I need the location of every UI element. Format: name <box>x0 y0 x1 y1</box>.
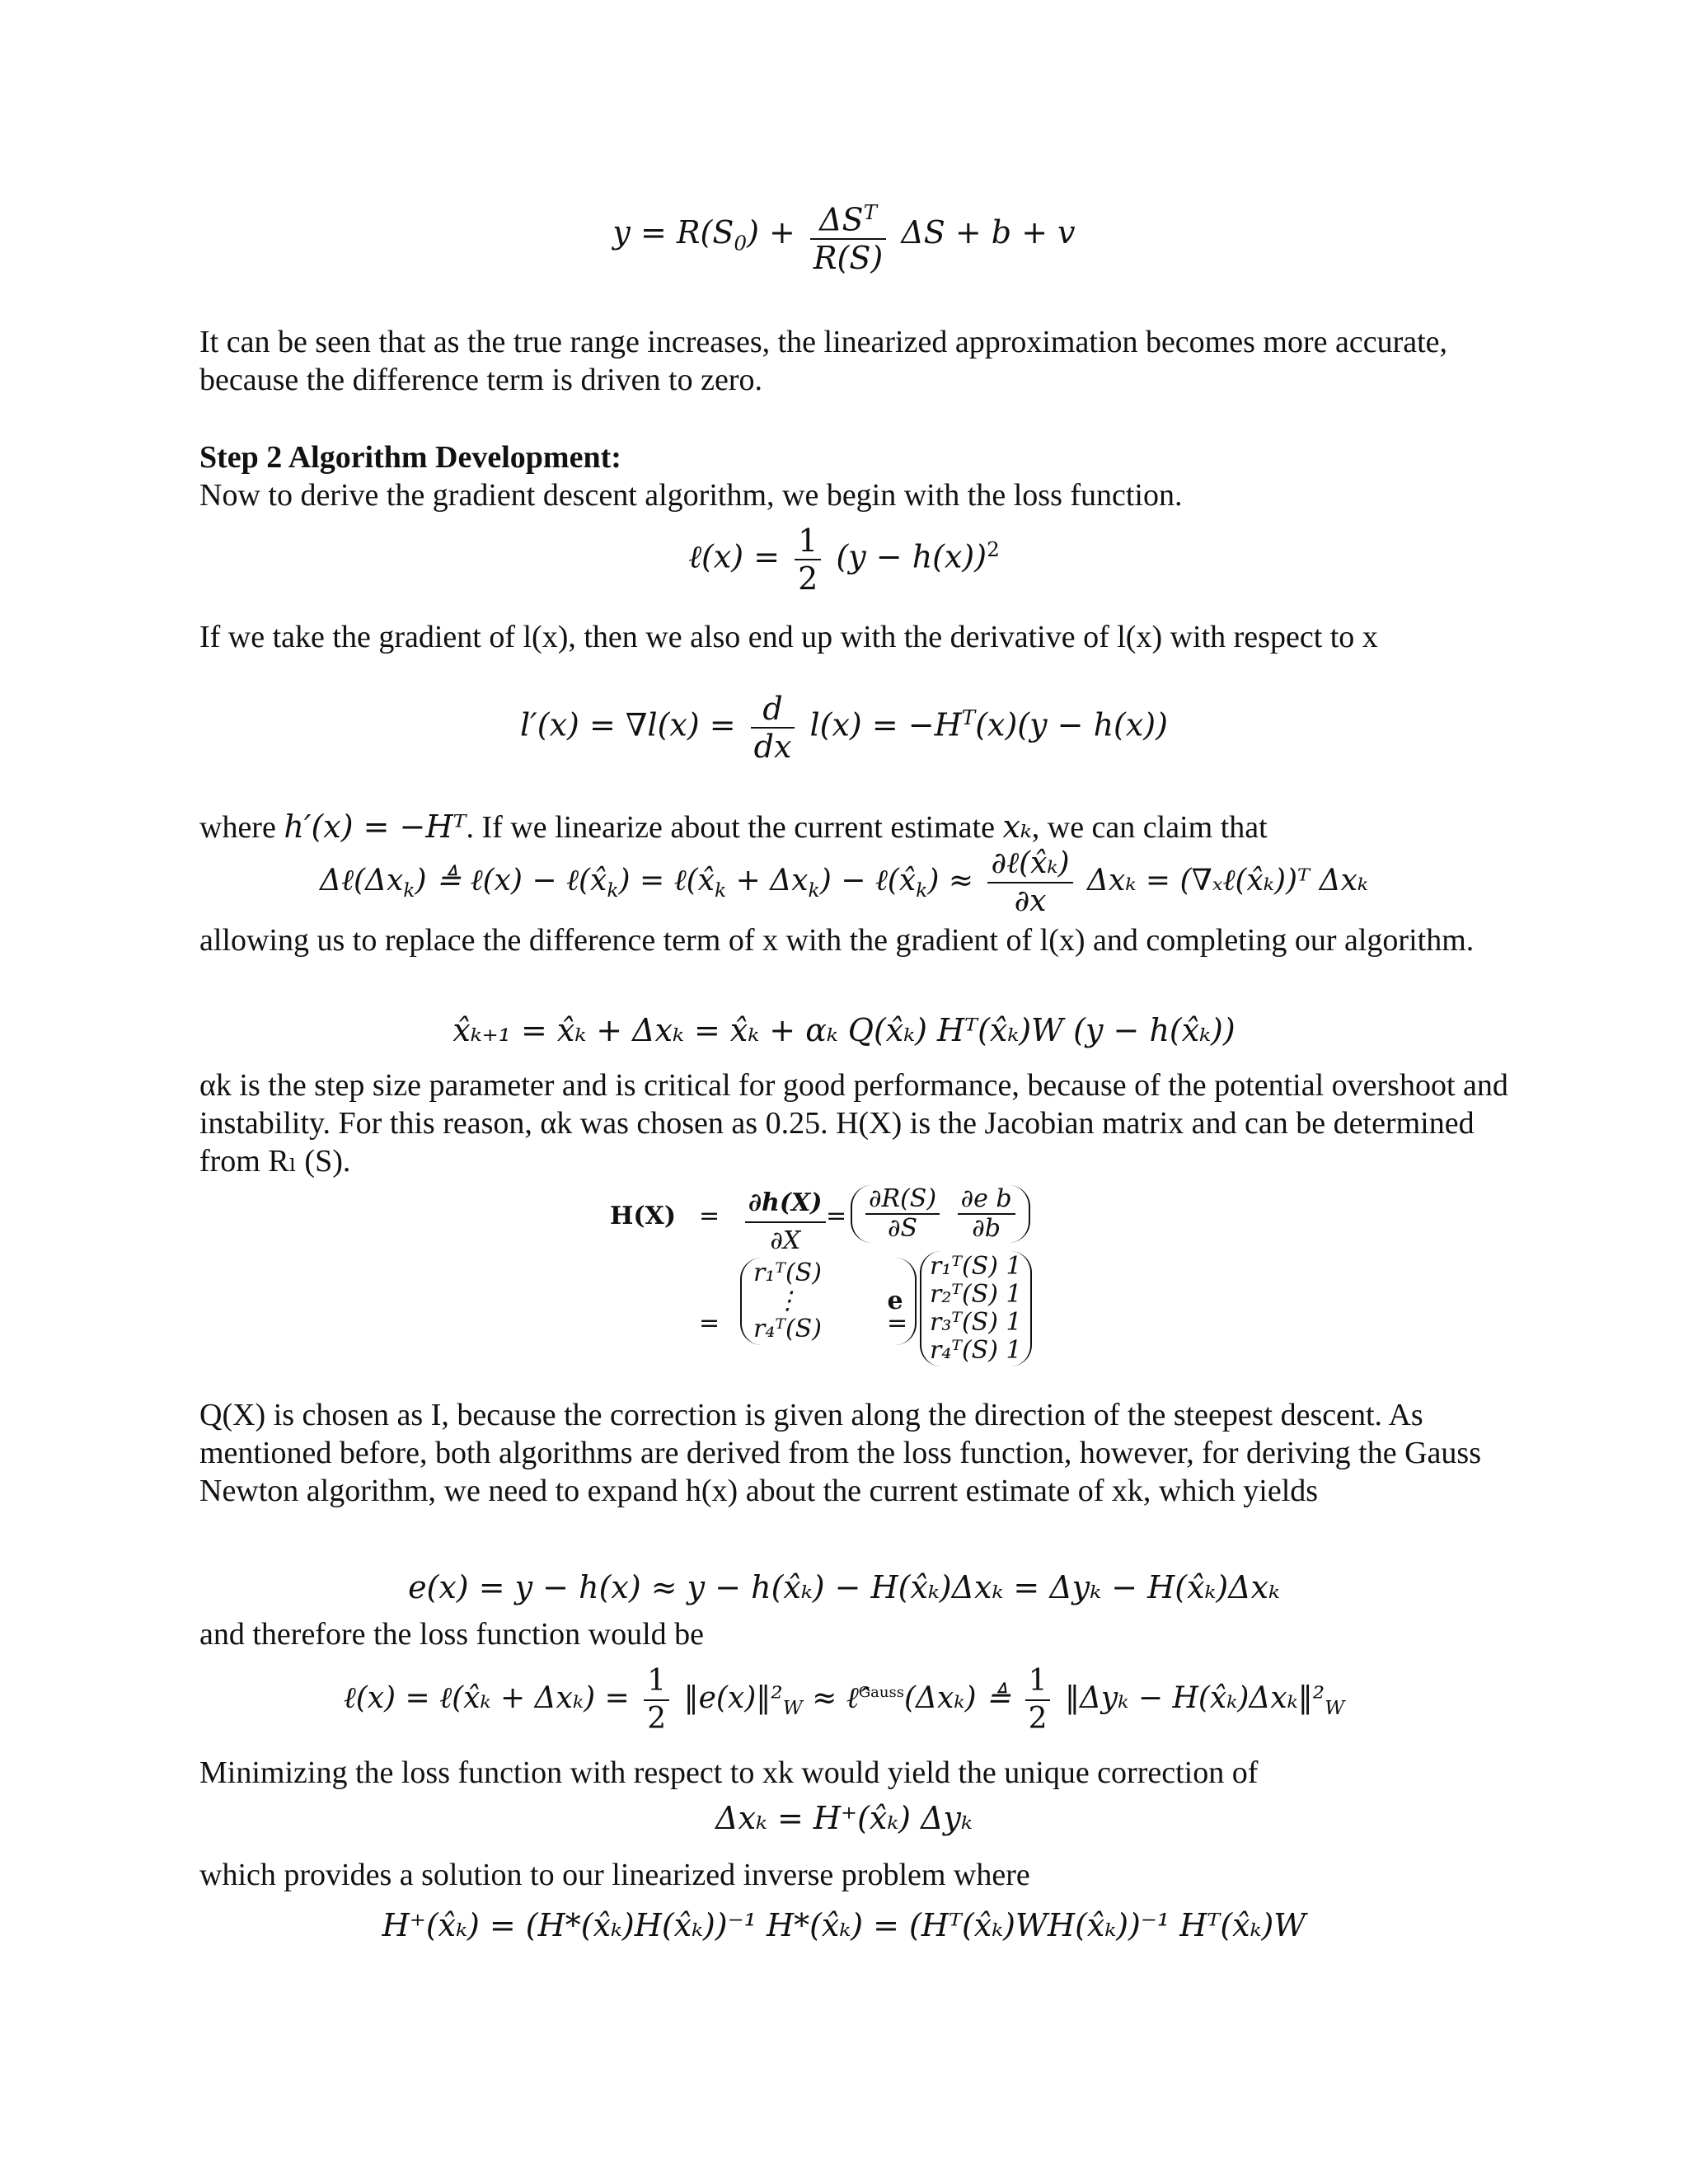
matrix-db-den: ∂b <box>972 1214 1001 1243</box>
eq4-rhs: Δxₖ = (∇ₓℓ(x̂ₖ))ᵀ Δxₖ <box>1087 864 1369 898</box>
eq1-fraction <box>810 194 886 276</box>
eq7-mid2: ≈ ℓ̂ <box>802 1681 859 1715</box>
equation-update-rule: x̂ₖ₊₁ = x̂ₖ + Δxₖ = x̂ₖ + αₖ Q(x̂ₖ) Hᵀ(x̂ₖ)W (y − h(x̂ₖ)) <box>452 1012 1236 1048</box>
eq1-num: ΔS <box>819 201 864 238</box>
equation-pseudoinverse: H⁺(x̂ₖ) = (H*(x̂ₖ)H(x̂ₖ))⁻¹ H*(x̂ₖ) = (Hᵀ(x̂ₖ)WH(x̂ₖ))⁻¹ Hᵀ(x̂ₖ)W <box>382 1907 1306 1943</box>
eq4-fraction <box>987 846 1072 920</box>
matrix-lhs: H(X) <box>610 1202 677 1230</box>
eq3-rhs-sup: T <box>961 705 976 729</box>
eq7-gauss: Gauss <box>858 1684 904 1701</box>
matrix-row-4: r₄ᵀ(S) 1 <box>930 1336 1022 1365</box>
eq1-mid: ) + <box>747 213 795 251</box>
eq4-mid4: ) − ℓ(x̂ <box>819 864 917 898</box>
eq7-fraction-2 <box>1025 1663 1051 1737</box>
eq4-sub: k <box>403 879 415 902</box>
eq7-mid-sub: W <box>782 1696 803 1720</box>
eq7-num2: 1 <box>1025 1663 1051 1701</box>
matrix-col-r4: r₄ᵀ(S) <box>753 1315 822 1343</box>
matrix-dh-dx <box>740 1185 831 1259</box>
matrix-row-1: r₁ᵀ(S) 1 <box>930 1252 1022 1281</box>
matrix-eq-1: = <box>699 1202 720 1230</box>
p4-math: h′(x) = −Hᵀ <box>284 808 467 845</box>
matrix-db-num: ∂e b <box>958 1185 1015 1215</box>
eq4-num: ∂ℓ(x̂ₖ) <box>987 846 1072 883</box>
eq4-mid: ) ≜ ℓ(x) − ℓ(x̂ <box>415 864 607 898</box>
p4-part-b: . If we linearize about the current estimate <box>466 810 1003 845</box>
matrix-e-label: e <box>887 1286 903 1315</box>
eq3-fraction <box>751 691 795 765</box>
eq3-den: dx <box>753 729 792 765</box>
matrix-row-2: r₂ᵀ(S) 1 <box>930 1280 1022 1309</box>
eq7-mid: ‖e(x)‖² <box>683 1681 783 1715</box>
eq7-rhs-sub: W <box>1325 1696 1345 1720</box>
eq3-rhs2: (x)(y − h(x)) <box>975 706 1168 743</box>
eq2-rhs-sup: 2 <box>987 537 1000 561</box>
eq7-lhs: ℓ(x) = ℓ(x̂ₖ + Δxₖ) = <box>343 1681 630 1715</box>
matrix-row-3: r₃ᵀ(S) 1 <box>930 1308 1022 1337</box>
matrix-dh-den: ∂X <box>770 1226 801 1255</box>
matrix-result <box>920 1251 1032 1366</box>
eq2-den: 2 <box>798 560 818 597</box>
paragraph-1: It can be seen that as the true range increases, the linearized approximation becomes more accurate, because the difference term is driven to zero. <box>199 325 1448 397</box>
paragraph-7: Q(X) is chosen as I, because the correction is given along the direction of the steepest descent. As mentioned before, both algorithms are derived from the loss function, however, for deriving the Gauss Newton algorithm, we need to expand h(x) about the current estimate of xk, which yields <box>199 1398 1481 1508</box>
matrix-dr-num: ∂R(S) <box>865 1185 940 1215</box>
equation-error-expansion: e(x) = y − h(x) ≈ y − h(x̂ₖ) − H(x̂ₖ)Δxₖ = Δyₖ − H(x̂ₖ)Δxₖ <box>408 1569 1280 1605</box>
p4-part-c: , we can claim that <box>1031 810 1268 845</box>
matrix-col-r1: r₁ᵀ(S) <box>753 1258 822 1287</box>
eq7-mid3: (Δxₖ) ≜ <box>903 1681 1011 1715</box>
eq2-fraction <box>795 523 821 597</box>
matrix-partials-row <box>851 1185 1030 1243</box>
paragraph-3: If we take the gradient of l(x), then we also end up with the derivative of l(x) with respect to x <box>199 620 1378 654</box>
eq3-lhs: l′(x) = ∇l(x) = <box>520 706 736 743</box>
paragraph-10: which provides a solution to our linearized inverse problem where <box>199 1858 1030 1892</box>
paragraph-5: allowing us to replace the difference term of x with the gradient of l(x) and completing our algorithm. <box>199 923 1475 958</box>
matrix-eq-3: = <box>699 1309 720 1338</box>
eq7-fraction-1 <box>644 1663 669 1737</box>
eq4-mid5: ) ≈ <box>927 864 973 898</box>
eq3-rhs: l(x) = −H <box>809 706 962 743</box>
eq2-lhs: ℓ(x) = <box>688 538 781 575</box>
eq2-num: 1 <box>795 523 821 560</box>
equation-loss-function <box>0 523 1688 597</box>
eq7-den: 2 <box>647 1702 667 1736</box>
equation-correction: Δxₖ = H⁺(x̂ₖ) Δyₖ <box>715 1800 973 1836</box>
paragraph-8: and therefore the loss function would be <box>199 1617 705 1652</box>
matrix-dr-den: ∂S <box>887 1214 918 1243</box>
eq2-rhs: (y − h(x)) <box>836 538 987 575</box>
p4-math-2: xₖ <box>1002 808 1032 845</box>
eq1-rhs: ΔS + b + v <box>901 213 1076 251</box>
paragraph-4 <box>199 808 1518 846</box>
section-heading: Step 2 Algorithm Development: <box>199 440 621 475</box>
eq3-num: d <box>751 691 795 729</box>
eq1-lhs: y = R(S <box>612 213 734 251</box>
eq1-num-sup: T <box>863 200 878 224</box>
eq1-sub: 0 <box>734 231 748 255</box>
p4-part-a: where <box>199 810 284 845</box>
eq1-den: R(S) <box>813 239 884 276</box>
matrix-eq-2: = <box>826 1202 847 1230</box>
eq7-num: 1 <box>644 1663 669 1701</box>
equation-gradient <box>0 691 1688 765</box>
equation-linearized-range <box>0 194 1688 276</box>
equation-linearization: $\Delta\ell(\Delta x_k)$ ≜ ℓ(x) − $\ell(x̂_k)$ = $\ell(x̂_k + \Delta x_k)$ − $\ell(x̂_k)$ ≈ $\frac{\text{∂ℓ(x̂ₖ)}}{\partial x}$ Δxₖ = (∇ₓℓ(x̂ₖ))ᵀ Δxₖ <box>319 846 1369 918</box>
paragraph-2: Now to derive the gradient descent algorithm, we begin with the loss function. <box>199 478 1183 513</box>
eq4-mid3: + Δx <box>726 864 809 898</box>
paragraph-6: αk is the step size parameter and is critical for good performance, because of the potential overshoot and instability. For this reason, αk was chosen as 0.25. H(X) is the Jacobian matrix and can be determined from Rₗ (S). <box>199 1068 1508 1179</box>
equation-gauss-loss <box>0 1663 1688 1737</box>
eq4-lhs: Δℓ(Δx <box>319 864 404 898</box>
paragraph-9: Minimizing the loss function with respect to xk would yield the unique correction of <box>199 1755 1259 1790</box>
matrix-col-dots: ⋮ <box>775 1286 800 1315</box>
matrix-dh-num: ∂h(X) <box>745 1185 826 1223</box>
eq4-mid2: ) = ℓ(x̂ <box>618 864 715 898</box>
eq4-den: ∂x <box>1014 884 1047 918</box>
eq7-rhs: ‖Δyₖ − H(x̂ₖ)Δxₖ‖² <box>1064 1681 1325 1715</box>
jacobian-matrix <box>610 1185 1236 1383</box>
eq7-den2: 2 <box>1028 1702 1048 1736</box>
matrix-eq-4: = <box>887 1309 908 1338</box>
